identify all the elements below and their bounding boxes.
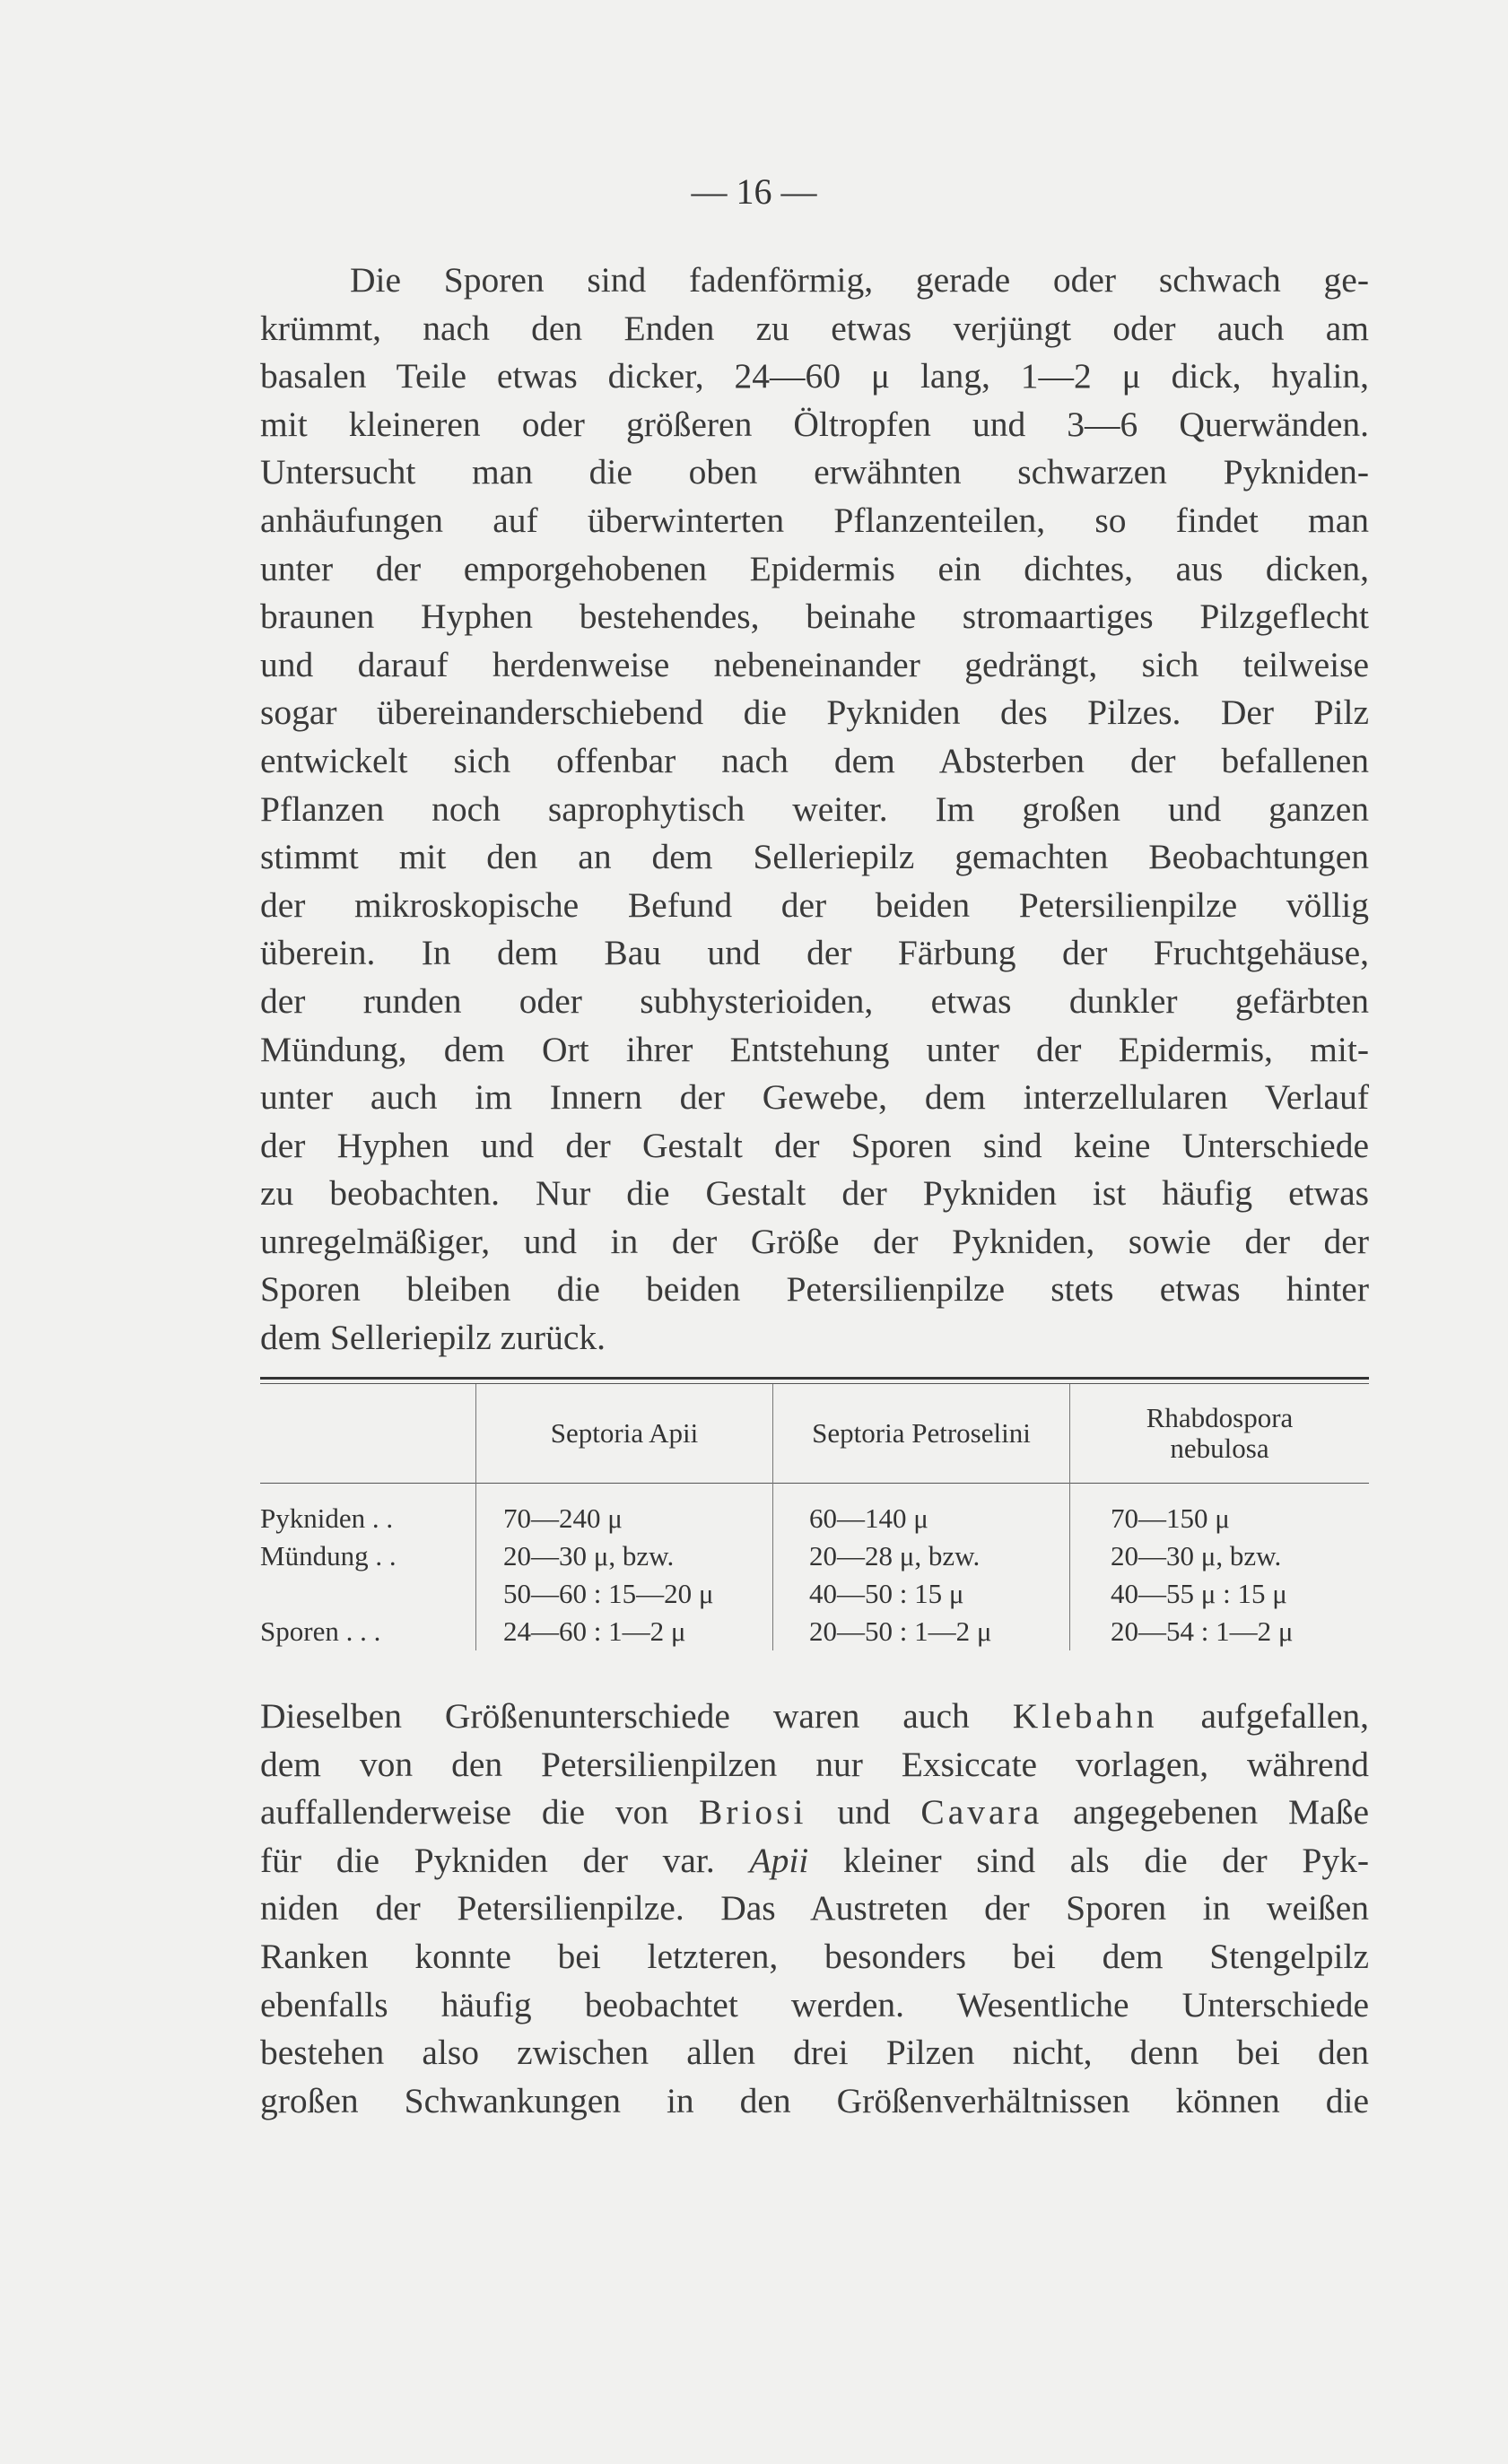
text-fragment: aufgefallen, <box>1200 1696 1369 1736</box>
paragraph-line: braunen Hyphen bestehendes, beinahe stromaartiges Pilzgeflecht <box>260 596 1369 637</box>
paragraph-spore-description <box>260 257 1369 1363</box>
table-cell: 20—30 μ, bzw. <box>1111 1540 1282 1572</box>
table-cell: 40—55 μ : 15 μ <box>1111 1578 1287 1609</box>
paragraph-line: unter der emporgehobenen Epidermis ein dichtes, aus dicken, <box>260 548 1369 588</box>
text-fragment: für die Pykniden der var. <box>260 1840 715 1880</box>
paragraph-line: großen Schwankungen in den Größenverhältnissen können die <box>260 2080 1369 2120</box>
row-label-sporen: Sporen . . . <box>260 1615 381 1647</box>
table-cell: 24—60 : 1—2 μ <box>503 1615 686 1647</box>
paragraph-line: bestehen also zwischen allen drei Pilzen nicht, denn bei den <box>260 2033 1369 2073</box>
table-header-row <box>260 1384 1369 1484</box>
paragraph-line: überein. In dem Bau und der Färbung der Fruchtgehäuse, <box>260 933 1369 973</box>
paragraph-line: dem Selleriepilz zurück. <box>260 1318 606 1358</box>
paragraph-line: entwickelt sich offenbar nach dem Absterben der befallenen <box>260 740 1369 780</box>
paragraph-line: unter auch im Innern der Gewebe, dem interzellularen Verlauf <box>260 1077 1369 1118</box>
paragraph-line: und darauf herdenweise nebeneinander gedrängt, sich teilweise <box>260 644 1369 684</box>
text-fragment: angegebenen Maße <box>1073 1792 1369 1833</box>
text-fragment: auffallenderweise die von <box>260 1792 669 1833</box>
paragraph-line: niden der Petersilienpilze. Das Austreten der Sporen in weißen <box>260 1888 1369 1929</box>
table-cell: 70—150 μ <box>1111 1502 1230 1534</box>
paragraph-line: der Hyphen und der Gestalt der Sporen sind keine Unterschiede <box>260 1125 1369 1165</box>
paragraph-line: unregelmäßiger, und in der Größe der Pykniden, sowie der der <box>260 1221 1369 1261</box>
paragraph-line: Ranken konnte bei letzteren, besonders bei dem Stengelpilz <box>260 1936 1369 1976</box>
header-line: nebulosa <box>1170 1432 1269 1464</box>
row-labels <box>260 1484 476 1650</box>
paragraph-line <box>260 1693 1369 1741</box>
column-header-rhabdospora-nebulosa <box>1070 1384 1370 1484</box>
author-name-briosi: Briosi <box>698 1792 807 1833</box>
table-top-rule <box>260 1377 1369 1380</box>
column-rhabdospora-nebulosa <box>1070 1484 1370 1650</box>
column-septoria-petroselini <box>773 1484 1070 1650</box>
paragraph-line: dem von den Petersilienpilzen nur Exsiccate vorlagen, während <box>260 1744 1369 1784</box>
table-cell: 20—54 : 1—2 μ <box>1111 1615 1294 1647</box>
paragraph-line: sogar übereinanderschiebend die Pykniden des Pilzes. Der Pilz <box>260 692 1369 733</box>
column-header-septoria-petroselini: Septoria Petroselini <box>773 1384 1070 1484</box>
text-fragment: Dieselben Größenunterschiede waren auch <box>260 1696 970 1736</box>
paragraph-line: der runden oder subhysterioiden, etwas dunkler gefärbten <box>260 980 1369 1021</box>
table-cell: 20—30 μ, bzw. <box>503 1540 675 1572</box>
table-cell: 20—50 : 1—2 μ <box>809 1615 992 1647</box>
table-body <box>260 1484 1369 1650</box>
author-name-klebahn: Klebahn <box>1012 1696 1158 1736</box>
table-cell: 60—140 μ <box>809 1502 928 1534</box>
paragraph-line: stimmt mit den an dem Selleriepilz gemachten Beobachtungen <box>260 837 1369 877</box>
column-septoria-apii <box>476 1484 773 1650</box>
variety-name-apii: Apii <box>749 1840 809 1880</box>
paragraph-line: mit kleineren oder größeren Öltropfen und 3—6 Querwänden. <box>260 404 1369 444</box>
author-name-cavara: Cavara <box>920 1792 1043 1833</box>
text-fragment: und <box>837 1792 891 1833</box>
paragraph-line: Untersucht man die oben erwähnten schwarzen Pykniden- <box>260 452 1369 492</box>
paragraph-line: zu beobachten. Nur die Gestalt der Pykniden ist häufig etwas <box>260 1173 1369 1214</box>
paragraph-line: Mündung, dem Ort ihrer Entstehung unter der Epidermis, mit- <box>260 1029 1369 1069</box>
paragraph-line <box>260 1837 1369 1885</box>
paragraph-line: Die Sporen sind fadenförmig, gerade oder schwach ge- <box>350 260 1369 300</box>
row-label-spacer <box>260 1575 475 1613</box>
paragraph-lines <box>260 305 1369 1314</box>
paragraph-line: basalen Teile etwas dicker, 24—60 μ lang, 1—2 μ dick, hyalin, <box>260 356 1369 396</box>
paragraph-line: ebenfalls häufig beobachtet werden. Wesentliche Unterschiede <box>260 1984 1369 2024</box>
table-cell: 20—28 μ, bzw. <box>809 1540 981 1572</box>
table-cell: 50—60 : 15—20 μ <box>503 1578 714 1609</box>
table-row <box>260 1484 1369 1650</box>
text-fragment: kleiner sind als die der Pyk- <box>842 1840 1369 1880</box>
paragraph-line: anhäufungen auf überwinterten Pflanzenteilen, so findet man <box>260 500 1369 540</box>
paragraph-line <box>260 1789 1369 1837</box>
row-label-muendung: Mündung . . <box>260 1540 397 1572</box>
table-cell: 70—240 μ <box>503 1502 623 1534</box>
paragraph-line: krümmt, nach den Enden zu etwas verjüngt oder auch am <box>260 308 1369 348</box>
row-label-pykniden: Pykniden . . <box>260 1502 394 1534</box>
comparison-table <box>260 1377 1369 1650</box>
header-line: Rhabdospora <box>1146 1402 1294 1433</box>
page-number: — 16 — <box>691 171 817 212</box>
paragraph-line: Pflanzen noch saprophytisch weiter. Im großen und ganzen <box>260 788 1369 829</box>
measurement-table <box>260 1384 1369 1650</box>
table-cell: 40—50 : 15 μ <box>809 1578 964 1609</box>
paragraph-line: Sporen bleiben die beiden Petersilienpilze stets etwas hinter <box>260 1269 1369 1310</box>
column-header-septoria-apii: Septoria Apii <box>476 1384 773 1484</box>
paragraph-size-differences <box>260 1693 1369 2125</box>
table-stub-header <box>260 1384 476 1484</box>
paragraph-line: der mikroskopische Befund der beiden Petersilienpilze völlig <box>260 884 1369 925</box>
